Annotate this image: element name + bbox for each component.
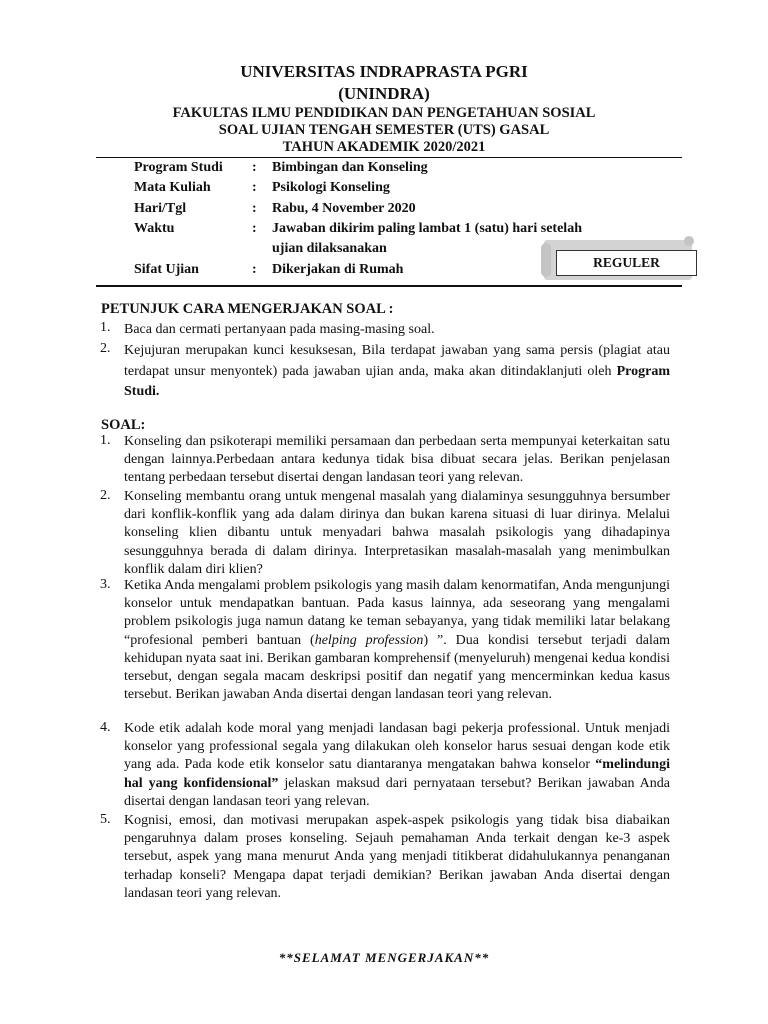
question-text-bold: “melindungi hal yang konfidensional” (124, 757, 670, 791)
info-colon: : (252, 201, 257, 216)
info-label: Hari/Tgl (134, 201, 187, 216)
instructions-title: PETUNJUK CARA MENGERJAKAN SOAL : (101, 301, 394, 317)
exam-title: SOAL UJIAN TENGAH SEMESTER (UTS) GASAL (218, 122, 550, 138)
item-number: 2. (100, 341, 111, 356)
academic-year: TAHUN AKADEMIK 2020/2021 (282, 139, 486, 155)
info-colon: : (252, 160, 257, 175)
info-label: Mata Kuliah (134, 180, 211, 195)
question-text: Konseling membantu orang untuk mengenal masalah yang dialaminya sesungguhnya bersumber dari konflik-konflik yang ada dalam dirinya dan bukan karena situasi di luar dirinya. Melalui konseling klien dibantu untuk menyadari bahwa masalah psikologis yang dihadapinya sesungguhnya berada di dalam dirinya. Interpretasikan masalah-masalah yang menimbulkan konflik dalam diri klien? (124, 489, 670, 577)
info-value: Rabu, 4 November 2020 (272, 201, 416, 216)
info-row-time (134, 219, 654, 239)
question-number: 1. (100, 433, 111, 448)
question-number: 4. (100, 720, 111, 735)
question-text-part: Kode etik adalah kode moral yang menjadi landasan bagi pekerja professional. Untuk menjadi konselor yang professional segala yang dilakukan oleh konselor harus sesuai dengan kode etik yang ada. Pada kode etik konselor satu diantaranya mengatakan bahwa konselor (124, 721, 670, 773)
item-text-main: Kejujuran merupakan kunci kesuksesan, Bila terdapat jawaban yang sama persis (plagiat atau terdapat unsur menyontek) pada jawaban ujian anda, maka akan ditindaklanjuti oleh (124, 343, 670, 379)
item-text: Baca dan cermati pertanyaan pada masing-masing soal. (124, 322, 435, 337)
question-text: Kognisi, emosi, dan motivasi merupakan aspek-aspek psikologis yang tidak bisa diabaikan pengaruhnya dalam proses konseling. Sejauh pemahaman Anda terkait dengan ke-3 aspek tersebut, aspek yang mana menurut Anda yang menjadi titikberat didahulukannya penanganan terhadap konseli? Mengapa dapat terjadi demikian? Berikan jawaban Anda disertai dengan landasan teori yang relevan. (124, 813, 670, 901)
info-value: Psikologi Konseling (272, 180, 390, 195)
info-colon: : (252, 180, 257, 195)
question-text: Konseling dan psikoterapi memiliki persamaan dan perbedaan serta mempunyai keterkaitan satu dengan lainnya.Perbedaan antara kedunya tidak bisa dibuat secara jelas. Berikan penjelasan tentang perbedaan tersebut disertai dengan landasan teori yang relevan. (124, 434, 670, 486)
info-label: Sifat Ujian (134, 262, 199, 277)
question-text (124, 720, 670, 811)
faculty-name: FAKULTAS ILMU PENDIDIKAN DAN PENGETAHUAN SOSIAL (172, 105, 596, 121)
closing-message: **SELAMAT MENGERJAKAN** (278, 950, 490, 965)
info-row-program (134, 158, 654, 178)
question-text-part: Ketika Anda mengalami problem psikologis yang masih dalam kenormatifan, Anda mengunjungi konselor untuk mendapatkan bantuan. Pada kasus lainnya, ada seseorang yang mengalami problem psikologis juga namun datang ke teman sebayanya, yang tidak memiliki latar belakang “profesional pemberi bantuan ( (124, 578, 670, 648)
info-label: Waktu (134, 221, 175, 236)
item-number: 1. (100, 320, 111, 335)
info-value: Bimbingan dan Konseling (272, 160, 428, 175)
info-value: ujian dilaksanakan (272, 241, 387, 256)
badge-scroll-curl-left (541, 243, 551, 277)
question-text (124, 577, 670, 704)
question-text-italic: helping profession (314, 632, 424, 648)
item-text-bold: Program Studi. (124, 363, 671, 399)
item-text (124, 341, 670, 403)
question-number: 5. (100, 812, 111, 827)
info-value: Jawaban dikirim paling lambat 1 (satu) hari setelah (272, 221, 582, 236)
university-abbreviation: (UNINDRA) (338, 84, 430, 103)
info-colon: : (252, 262, 257, 277)
university-name: UNIVERSITAS INDRAPRASTA PGRI (240, 62, 528, 81)
badge-scroll-curl-right (684, 236, 694, 246)
questions-title: SOAL: (101, 417, 146, 433)
info-value: Dikerjakan di Rumah (272, 262, 404, 277)
question-number: 2. (100, 488, 111, 503)
question-text-part: ) ”. Dua kondisi tersebut terjadi dalam kehidupan nyata saat ini. Berikan gambaran komprehensif (menyeluruh) mengenai kedua kondisi tersebut, dengan segala macam deskripsi positif dan negatif yang mencerminkan kedua kasus tersebut. Berikan jawaban Anda disertai dengan landasan teori yang relevan. (124, 632, 671, 703)
question-text-part: jelaskan maksud dari pernyataan tersebut? Berikan jawaban Anda disertai dengan landasan teori yang relevan. (124, 775, 671, 809)
info-label: Program Studi (134, 160, 223, 175)
info-row-date (134, 199, 654, 219)
exam-class-badge: REGULER (556, 250, 697, 276)
question-number: 3. (100, 577, 111, 592)
info-colon: : (252, 221, 257, 236)
header-divider-bottom (96, 285, 682, 287)
info-row-course (134, 178, 654, 198)
